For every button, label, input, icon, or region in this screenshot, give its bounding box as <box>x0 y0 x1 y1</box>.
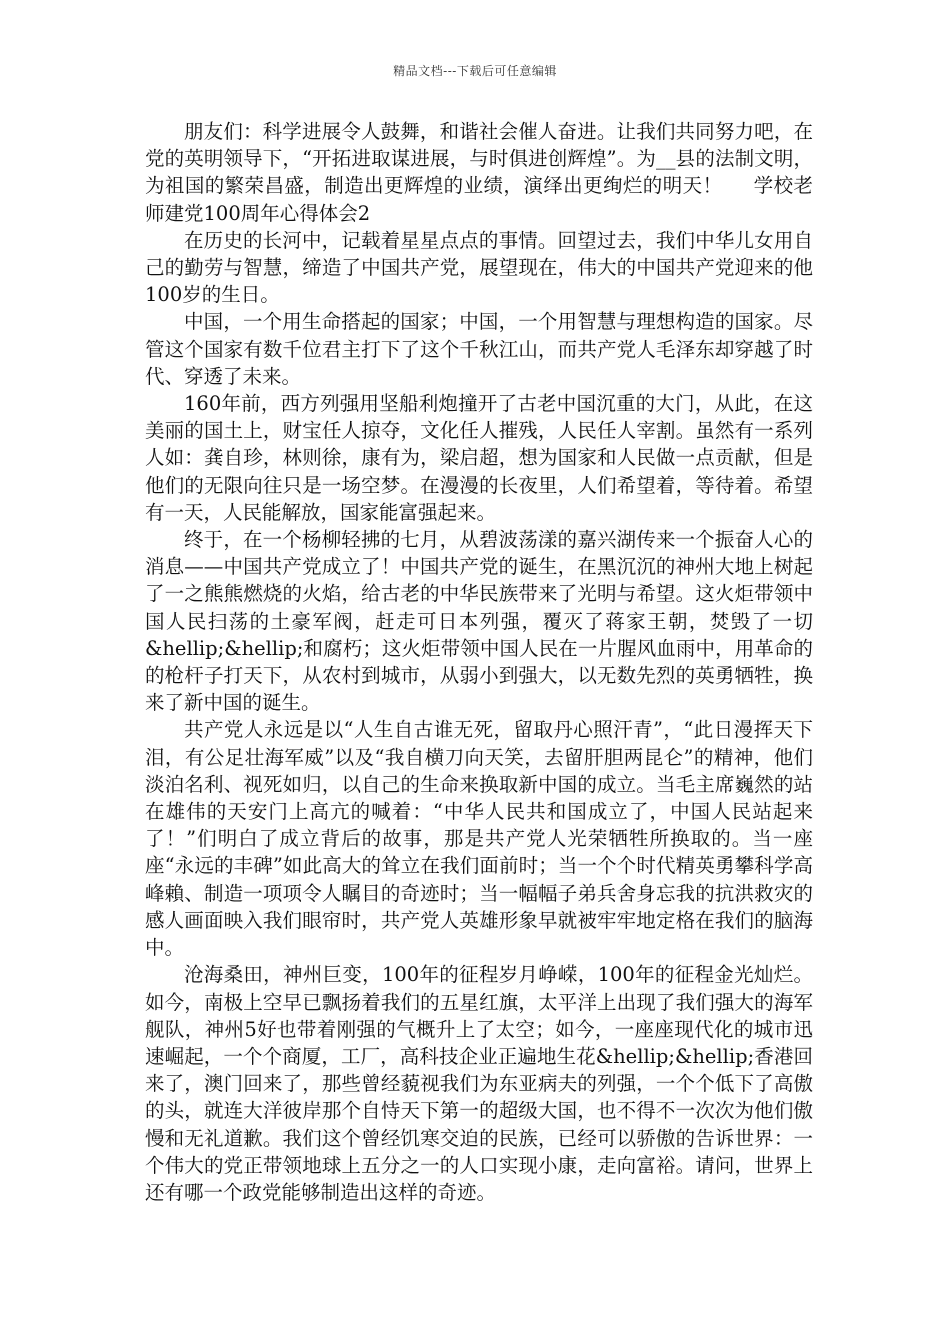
paragraph: 沧海桑田，神州巨变，100年的征程岁月峥嵘，100年的征程金光灿烂。如今，南极上空早已飘扬着我们的五星红旗，太平洋上出现了我们强大的海军舰队，神州5好也带着刚强的气概升上了太空；如今，一座座现代化的城市迅速崛起，一个个商厦，工厂，高科技企业正遍地生花&hellip;&hellip;香港回来了，澳门回来了，那些曾经藐视我们为东亚病夫的列强，一个个低下了高傲的头，就连大洋彼岸那个自恃天下第一的超级大国，也不得不一次次为他们傲慢和无礼道歉。我们这个曾经饥寒交迫的民族，已经可以骄傲的告诉世界：一个伟大的党正带领地球上五分之一的人口实现小康，走向富裕。请问，世界上还有哪一个政党能够制造出这样的奇迹。 <box>145 963 813 1204</box>
section-title: 学校老师建党100周年心得体会2 <box>145 174 813 225</box>
document-body <box>145 118 813 1206</box>
paragraph: 共产党人永远是以“人生自古谁无死，留取丹心照汗青”，“此日漫挥天下泪，有公足壮海军威”以及“我自横刀向天笑，去留肝胆两昆仑”的精神，他们淡泊名利、视死如归，以自己的生命来换取新中国的成立。当毛主席巍然的站在雄伟的天安门上高亢的喊着：“中华人民共和国成立了，中国人民站起来了！”们明白了成立背后的故事，那是共产党人光荣牺牲所换取的。当一座座“永远的丰碑”如此高大的耸立在我们面前时；当一个个时代精英勇攀科学高峰賴、制造一项项令人瞩目的奇迹时；当一幅幅子弟兵舍身忘我的抗洪救灾的感人画面映入我们眼帘时，共产党人英雄形象早就被牢牢地定格在我们的脑海中。 <box>145 718 813 960</box>
paragraph: 中国，一个用生命搭起的国家；中国，一个用智慧与理想构造的国家。尽管这个国家有数千位君主打下了这个千秋江山，而共产党人毛泽东却穿越了时代、穿透了未来。 <box>145 310 813 388</box>
paragraph-closing <box>145 118 813 227</box>
paragraph: 终于，在一个杨柳轻拂的七月，从碧波荡漾的嘉兴湖传来一个振奋人心的消息——中国共产党成立了！中国共产党的诞生，在黑沉沉的神州大地上树起了一之熊熊燃烧的火焰，给古老的中华民族带来了光明与希望。这火炬带领中国人民扫荡的土豪军阀，赶走可日本列强，覆灭了蒋家王朝，焚毁了一切&hellip;&hellip;和腐朽；这火炬带领中国人民在一片腥风血雨中，用革命的的枪杆子打天下，从农村到城市，从弱小到强大，以无数先烈的英勇牺牲，换来了新中国的诞生。 <box>145 528 813 715</box>
paragraph: 在历史的长河中，记载着星星点点的事情。回望过去，我们中华儿女用自己的勤劳与智慧，缔造了中国共产党，展望现在，伟大的中国共产党迎来的他100岁的生日。 <box>145 228 813 307</box>
paragraph: 160年前，西方列强用坚船利炮撞开了古老中国沉重的大门，从此，在这美丽的国土上，财宝任人掠夺，文化任人摧残，人民任人宰割。虽然有一系列人如：龚自珍，林则徐，康有为，梁启超，想为国家和人民做一点贡献，但是他们的无限向往只是一场空梦。在漫漫的长夜里，人们希望着，等待着。希望有一天，人民能解放，国家能富强起来。 <box>145 392 813 524</box>
paragraph-text: 朋友们：科学进展令人鼓舞，和谐社会催人奋进。让我们共同努力吧，在党的英明领导下，“开拓进取谋进展，与时俱进创辉煌”。为__县的法制文明，为祖国的繁荣昌盛，制造出更辉煌的业绩，演绎出更绚烂的明天！ <box>145 120 813 198</box>
page-header: 精品文档---下载后可任意编辑 <box>393 64 557 78</box>
